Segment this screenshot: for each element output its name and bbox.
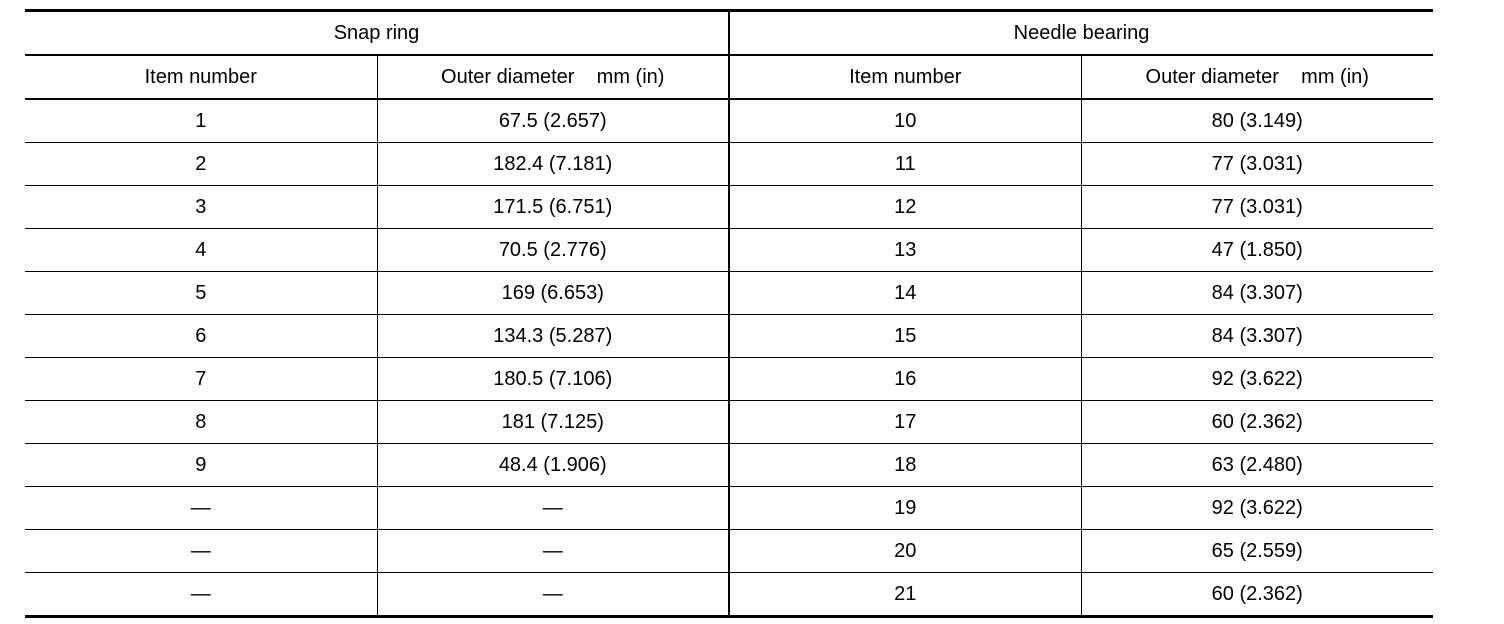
needle-od-cell: 80 (3.149): [1081, 99, 1433, 143]
table-row: [25, 229, 1433, 272]
table-row: [25, 444, 1433, 487]
snap-od-cell: —: [377, 573, 729, 617]
needle-od-cell: 77 (3.031): [1081, 143, 1433, 186]
snap-item-cell: —: [25, 530, 377, 573]
snap-od-cell: 169 (6.653): [377, 272, 729, 315]
needle-item-cell: 20: [729, 530, 1081, 573]
snap-outer-diameter-header: Outer diameter mm (in): [377, 55, 729, 99]
snap-item-cell: 9: [25, 444, 377, 487]
needle-item-cell: 10: [729, 99, 1081, 143]
snap-od-cell: 67.5 (2.657): [377, 99, 729, 143]
snap-od-cell: 180.5 (7.106): [377, 358, 729, 401]
table-row: [25, 358, 1433, 401]
snap-od-cell: 182.4 (7.181): [377, 143, 729, 186]
needle-od-cell: 60 (2.362): [1081, 573, 1433, 617]
snap-item-cell: 3: [25, 186, 377, 229]
needle-od-cell: 65 (2.559): [1081, 530, 1433, 573]
snap-item-cell: 7: [25, 358, 377, 401]
needle-od-cell: 84 (3.307): [1081, 272, 1433, 315]
group-header-row: [25, 11, 1433, 56]
table-row: [25, 530, 1433, 573]
needle-bearing-header: Needle bearing: [729, 11, 1433, 56]
needle-item-number-header: Item number: [729, 55, 1081, 99]
needle-item-cell: 12: [729, 186, 1081, 229]
snap-od-cell: —: [377, 530, 729, 573]
column-header-row: [25, 55, 1433, 99]
needle-od-cell: 92 (3.622): [1081, 358, 1433, 401]
needle-od-cell: 84 (3.307): [1081, 315, 1433, 358]
specification-table: [25, 9, 1433, 618]
snap-item-number-header: Item number: [25, 55, 377, 99]
table-row: [25, 315, 1433, 358]
snap-od-cell: 171.5 (6.751): [377, 186, 729, 229]
snap-item-cell: 5: [25, 272, 377, 315]
table-row: [25, 487, 1433, 530]
table-row: [25, 143, 1433, 186]
snap-item-cell: 4: [25, 229, 377, 272]
needle-outer-diameter-header: Outer diameter mm (in): [1081, 55, 1433, 99]
snap-od-cell: 134.3 (5.287): [377, 315, 729, 358]
snap-od-cell: 70.5 (2.776): [377, 229, 729, 272]
needle-od-cell: 77 (3.031): [1081, 186, 1433, 229]
snap-od-cell: 48.4 (1.906): [377, 444, 729, 487]
needle-od-cell: 92 (3.622): [1081, 487, 1433, 530]
snap-item-cell: 8: [25, 401, 377, 444]
needle-od-cell: 63 (2.480): [1081, 444, 1433, 487]
snap-ring-header: Snap ring: [25, 11, 729, 56]
snap-item-cell: 1: [25, 99, 377, 143]
snap-od-cell: 181 (7.125): [377, 401, 729, 444]
snap-item-cell: 6: [25, 315, 377, 358]
snap-od-cell: —: [377, 487, 729, 530]
needle-item-cell: 11: [729, 143, 1081, 186]
needle-od-cell: 60 (2.362): [1081, 401, 1433, 444]
table-row: [25, 401, 1433, 444]
snap-item-cell: —: [25, 573, 377, 617]
snap-item-cell: 2: [25, 143, 377, 186]
table-row: [25, 99, 1433, 143]
needle-item-cell: 13: [729, 229, 1081, 272]
needle-item-cell: 17: [729, 401, 1081, 444]
table-row: [25, 272, 1433, 315]
table-row: [25, 186, 1433, 229]
needle-item-cell: 15: [729, 315, 1081, 358]
snap-item-cell: —: [25, 487, 377, 530]
needle-item-cell: 14: [729, 272, 1081, 315]
needle-item-cell: 18: [729, 444, 1081, 487]
needle-od-cell: 47 (1.850): [1081, 229, 1433, 272]
table-row: [25, 573, 1433, 617]
needle-item-cell: 16: [729, 358, 1081, 401]
needle-item-cell: 21: [729, 573, 1081, 617]
needle-item-cell: 19: [729, 487, 1081, 530]
